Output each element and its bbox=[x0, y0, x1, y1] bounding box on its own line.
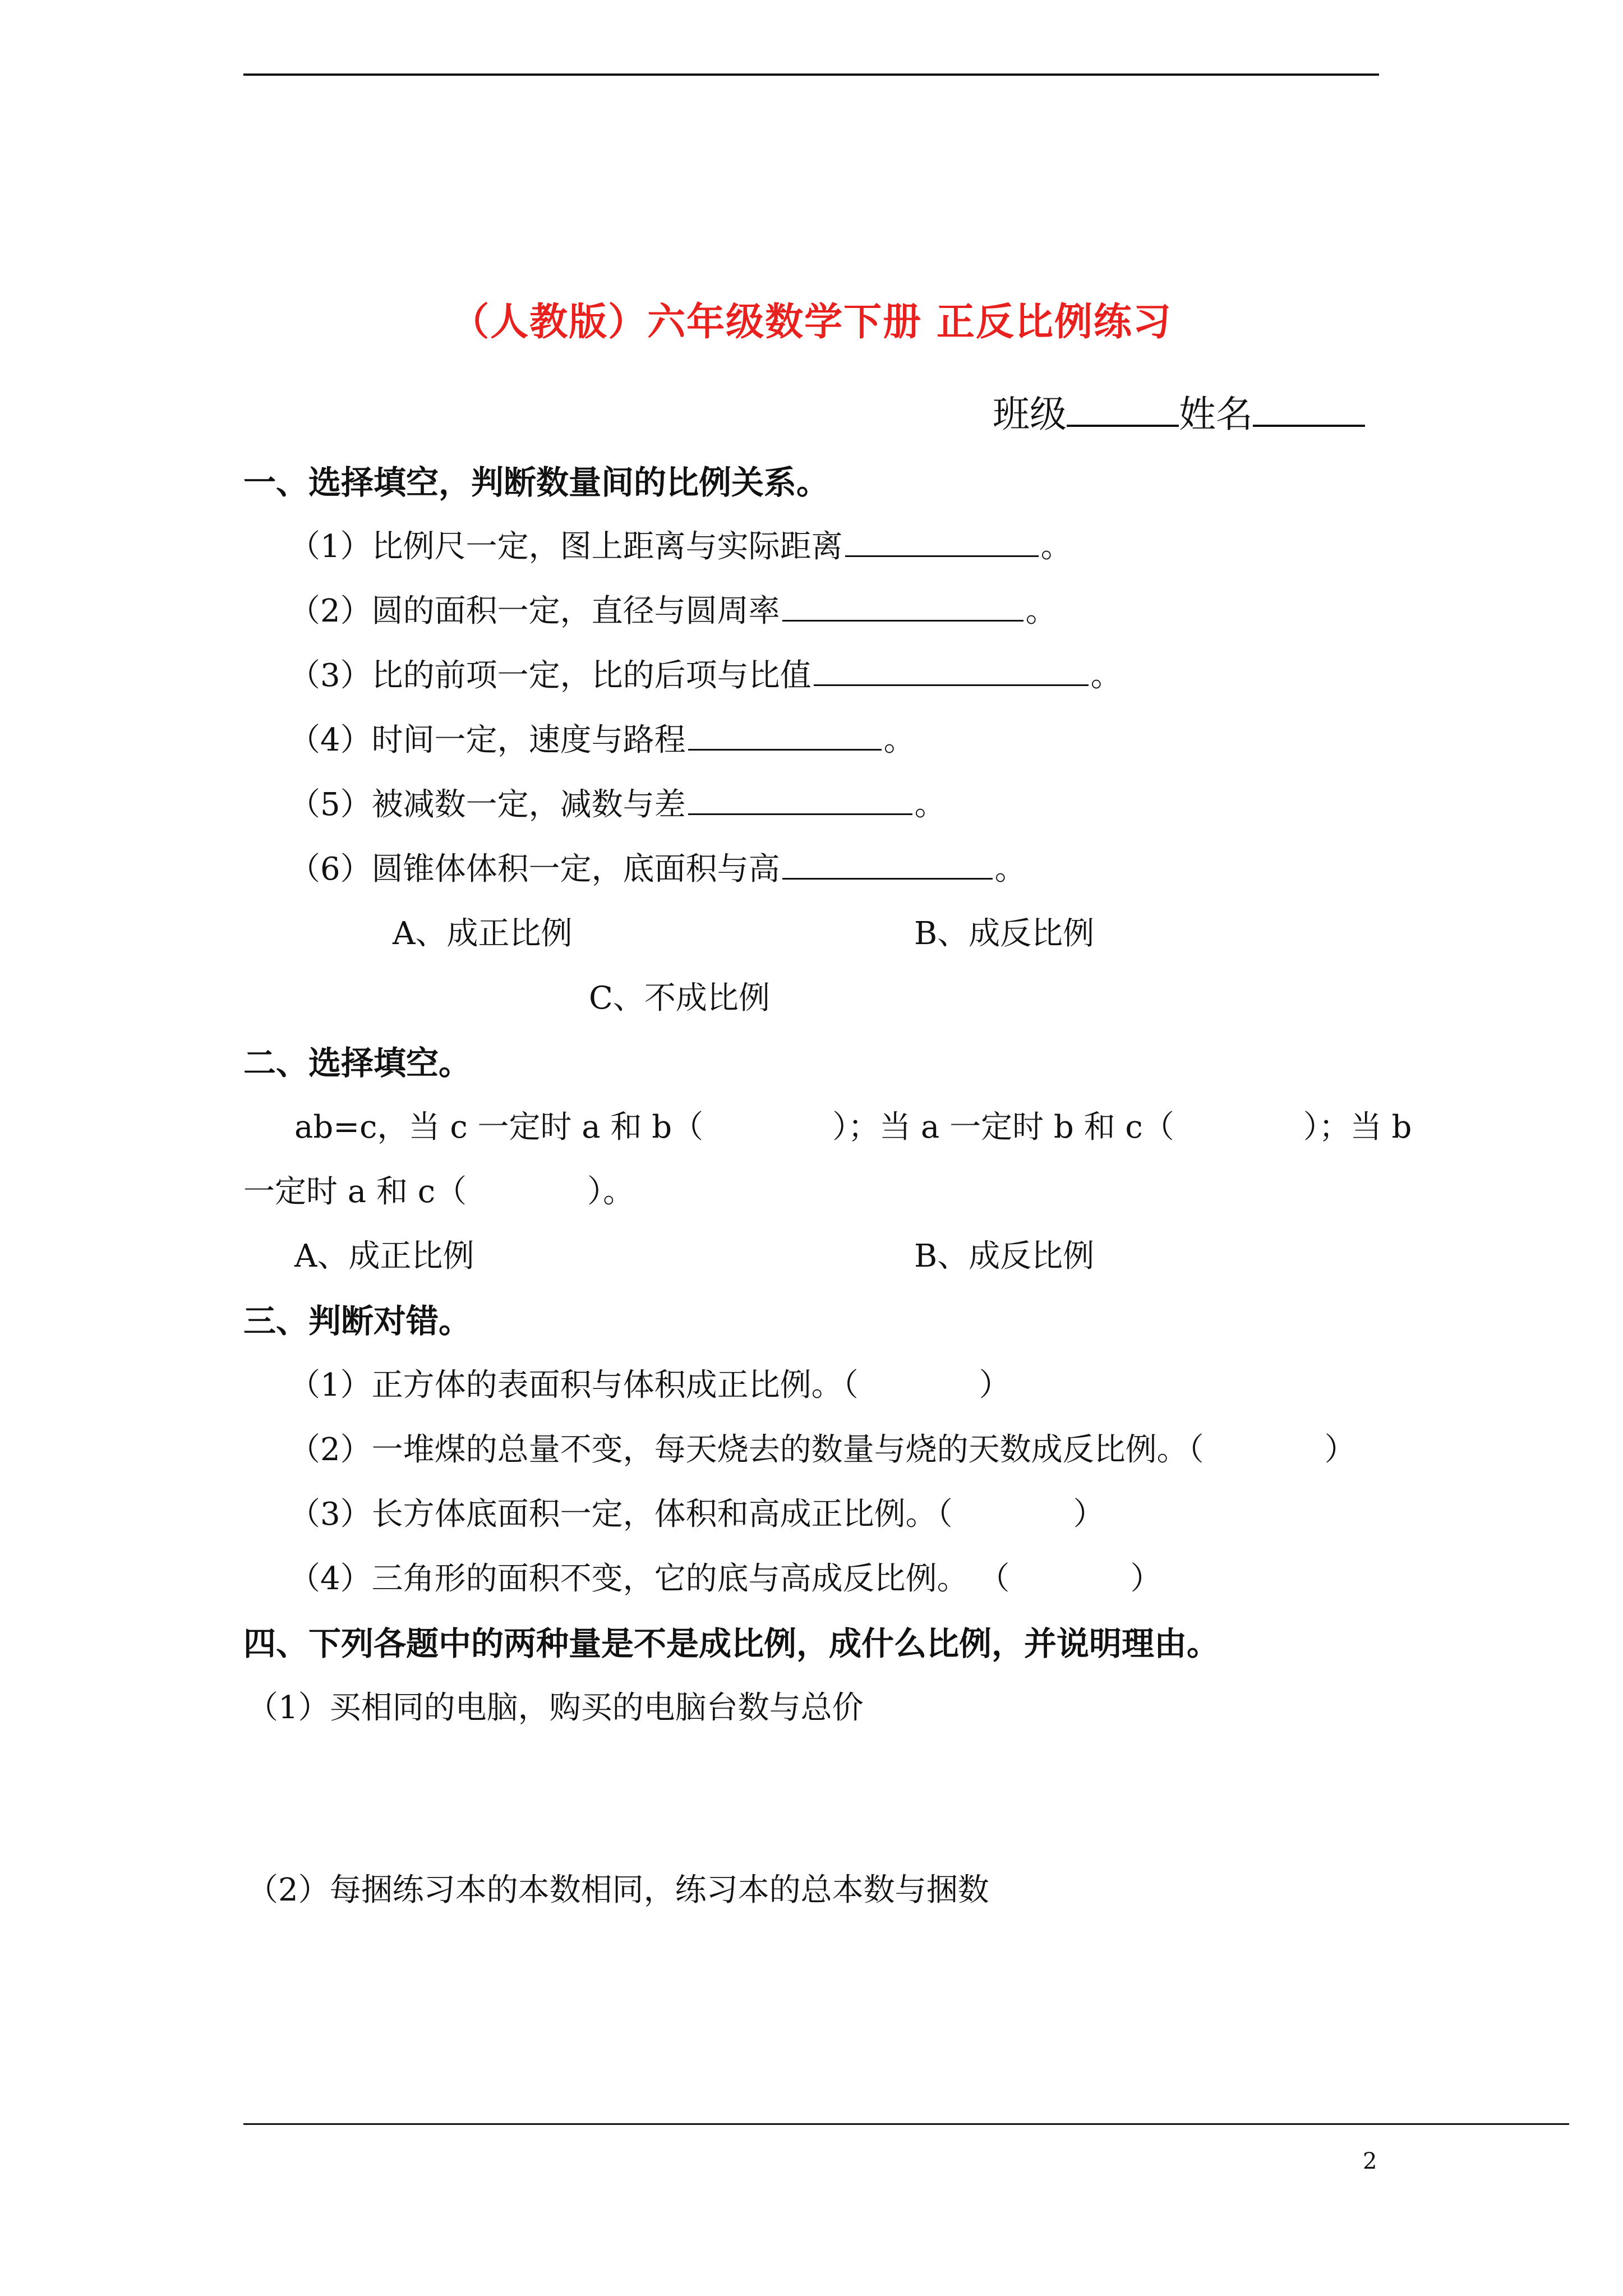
item-text: （4）三角形的面积不变，它的底与高成反比例。 （ bbox=[289, 1561, 1010, 1597]
item-end: 。 bbox=[1090, 657, 1122, 694]
class-name-fields bbox=[993, 384, 1365, 438]
section1-heading: 一、选择填空，判断数量间的比例关系。 bbox=[243, 463, 829, 501]
section1-option-c: C、不成比例 bbox=[589, 980, 770, 1016]
item-text: （5）被减数一定，减数与差 bbox=[289, 786, 686, 823]
name-label: 姓名 bbox=[1179, 393, 1253, 436]
answer-blank bbox=[782, 594, 1023, 622]
question-text: ）；当 a 一定时 b 和 c（ bbox=[832, 1109, 1174, 1145]
class-label: 班级 bbox=[993, 393, 1067, 436]
item-close: ） bbox=[1324, 1432, 1356, 1468]
question-text: ）。 bbox=[587, 1174, 635, 1210]
section2-option-a: A、成正比例 bbox=[294, 1238, 474, 1274]
answer-blank bbox=[845, 530, 1039, 557]
section1-item-5 bbox=[289, 785, 946, 825]
item-close: ） bbox=[979, 1367, 1011, 1404]
item-text: （4）时间一定，速度与路程 bbox=[289, 722, 686, 758]
section4-item-2: （2）每捆练习本的本数相同，练习本的总本数与捆数 bbox=[247, 1872, 989, 1908]
item-text: （1）比例尺一定，图上距离与实际距离 bbox=[289, 528, 843, 565]
section1-option-b: B、成反比例 bbox=[914, 915, 1095, 952]
class-blank bbox=[1067, 390, 1179, 427]
answer-blank bbox=[782, 852, 993, 880]
section2-line-2 bbox=[243, 1172, 634, 1212]
section2-line-1 bbox=[294, 1108, 1412, 1147]
section1-item-2 bbox=[289, 592, 1057, 631]
item-end: 。 bbox=[994, 851, 1026, 887]
item-end: 。 bbox=[1025, 593, 1057, 629]
section3-item-4 bbox=[289, 1559, 1161, 1599]
item-end: 。 bbox=[1040, 528, 1072, 565]
section1-item-1 bbox=[289, 527, 1072, 567]
section3-item-1 bbox=[289, 1366, 1011, 1405]
answer-blank bbox=[688, 788, 912, 815]
question-text: 一定时 a 和 c（ bbox=[243, 1174, 467, 1210]
section2-heading: 二、选择填空。 bbox=[243, 1044, 472, 1082]
section1-item-4 bbox=[289, 721, 915, 760]
section1-item-3 bbox=[289, 656, 1122, 696]
footer-rule bbox=[243, 2123, 1569, 2125]
page-title: （人教版）六年级数学下册 正反比例练习 bbox=[451, 300, 1172, 344]
question-text: ab=c，当 c 一定时 a 和 b（ bbox=[294, 1109, 704, 1145]
item-text: （6）圆锥体体积一定，底面积与高 bbox=[289, 851, 780, 887]
item-close: ） bbox=[1073, 1496, 1105, 1533]
item-end: 。 bbox=[914, 786, 946, 823]
question-text: ）；当 b bbox=[1303, 1109, 1412, 1145]
answer-blank bbox=[814, 659, 1089, 686]
item-end: 。 bbox=[883, 722, 915, 758]
section4-heading: 四、下列各题中的两种量是不是成比例，成什么比例，并说明理由。 bbox=[243, 1625, 1220, 1663]
section1-item-6 bbox=[289, 850, 1026, 889]
page-number: 2 bbox=[1363, 2148, 1377, 2174]
section4-item-1: （1）买相同的电脑，购买的电脑台数与总价 bbox=[247, 1690, 864, 1726]
name-blank bbox=[1253, 390, 1365, 427]
section3-item-3 bbox=[289, 1495, 1105, 1534]
section2-option-b: B、成反比例 bbox=[914, 1238, 1095, 1274]
item-close: ） bbox=[1130, 1561, 1162, 1597]
item-text: （1）正方体的表面积与体积成正比例。（ bbox=[289, 1367, 859, 1404]
item-text: （2）一堆煤的总量不变，每天烧去的数量与烧的天数成反比例。（ bbox=[289, 1432, 1204, 1468]
header-rule bbox=[243, 73, 1379, 76]
item-text: （2）圆的面积一定，直径与圆周率 bbox=[289, 593, 780, 629]
answer-blank bbox=[688, 723, 882, 751]
section3-heading: 三、判断对错。 bbox=[243, 1302, 472, 1340]
section1-option-a: A、成正比例 bbox=[393, 915, 573, 952]
item-text: （3）比的前项一定，比的后项与比值 bbox=[289, 657, 811, 694]
item-text: （3）长方体底面积一定，体积和高成正比例。（ bbox=[289, 1496, 953, 1533]
section3-item-2 bbox=[289, 1430, 1356, 1470]
